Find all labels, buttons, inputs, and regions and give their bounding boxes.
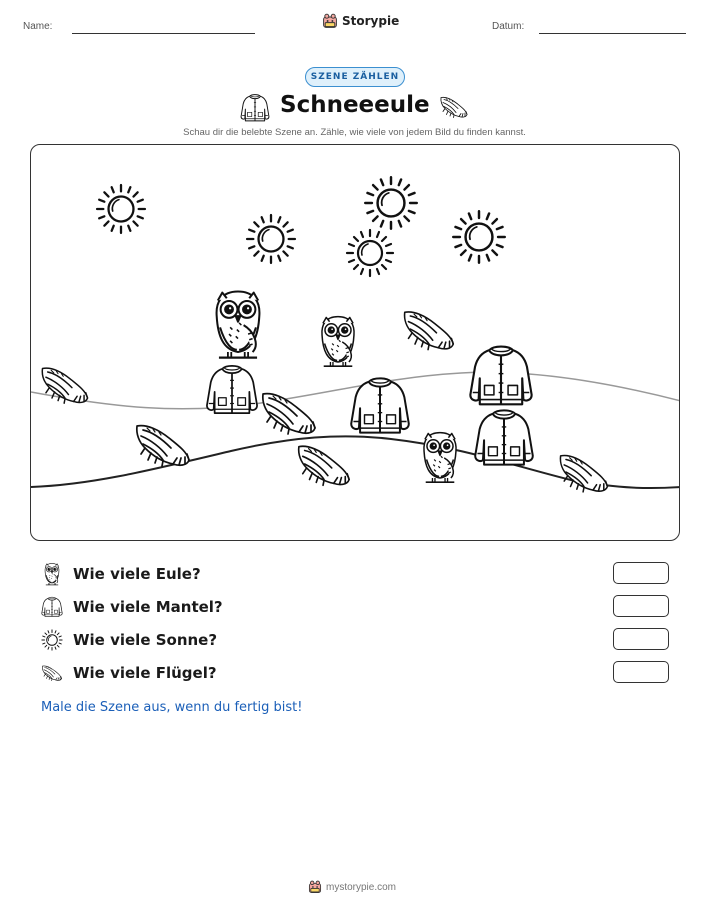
- storypie-mascot-icon: [308, 880, 322, 894]
- answer-box-owl[interactable]: [613, 562, 669, 584]
- question-text: Wie viele Flügel?: [73, 664, 217, 682]
- question-text: Wie viele Mantel?: [73, 598, 223, 616]
- question-coat: [41, 595, 671, 621]
- coloring-instruction: Male die Szene aus, wenn du fertig bist!: [41, 700, 303, 715]
- owl-icon: [41, 562, 63, 586]
- scene-canvas: [31, 145, 680, 541]
- answer-box-sun[interactable]: [613, 628, 669, 650]
- activity-badge: SZENE ZÄHLEN: [305, 67, 405, 87]
- wing-icon: [560, 456, 607, 492]
- coat-icon: [470, 347, 531, 405]
- wing-icon: [137, 426, 189, 466]
- date-label: Datum:: [492, 21, 525, 32]
- answer-box-coat[interactable]: [613, 595, 669, 617]
- wing-icon: [41, 661, 63, 685]
- sun-icon: [453, 211, 505, 263]
- footer: [308, 880, 396, 894]
- owl-icon: [424, 433, 456, 483]
- wing-icon: [299, 446, 349, 485]
- title-row: [0, 90, 709, 124]
- question-text: Wie viele Eule?: [73, 565, 201, 583]
- page-subtitle: Schau dir die belebte Szene an. Zähle, wie viele von jedem Bild du finden kannst.: [183, 127, 526, 138]
- coat-icon: [41, 595, 63, 619]
- answer-box-wing[interactable]: [613, 661, 669, 683]
- storypie-mascot-icon: [322, 13, 338, 29]
- question-wing: [41, 661, 671, 687]
- owl-icon: [217, 291, 260, 357]
- brand-name: Storypie: [342, 14, 400, 28]
- question-sun: [41, 628, 671, 654]
- sun-icon: [41, 628, 63, 652]
- wing-icon: [439, 93, 469, 121]
- date-field[interactable]: [539, 33, 686, 34]
- sun-icon: [247, 215, 295, 263]
- wing-icon: [263, 394, 315, 434]
- brand-logo: [322, 13, 399, 29]
- counting-scene: [30, 144, 680, 541]
- name-label: Name:: [23, 21, 53, 32]
- coat-icon: [207, 366, 257, 413]
- question-text: Wie viele Sonne?: [73, 631, 218, 649]
- name-field[interactable]: [72, 33, 255, 34]
- page-title: Schneeeule: [280, 92, 430, 118]
- coat-icon: [475, 410, 533, 464]
- footer-url[interactable]: mystorypie.com: [326, 881, 397, 893]
- coat-icon: [240, 93, 270, 123]
- sun-icon: [347, 230, 393, 276]
- wing-icon: [42, 368, 87, 403]
- question-owl: [41, 562, 671, 588]
- sun-icon: [365, 177, 417, 229]
- coat-icon: [351, 378, 409, 432]
- owl-icon: [322, 317, 354, 367]
- wing-icon: [405, 312, 454, 350]
- sun-icon: [97, 185, 145, 233]
